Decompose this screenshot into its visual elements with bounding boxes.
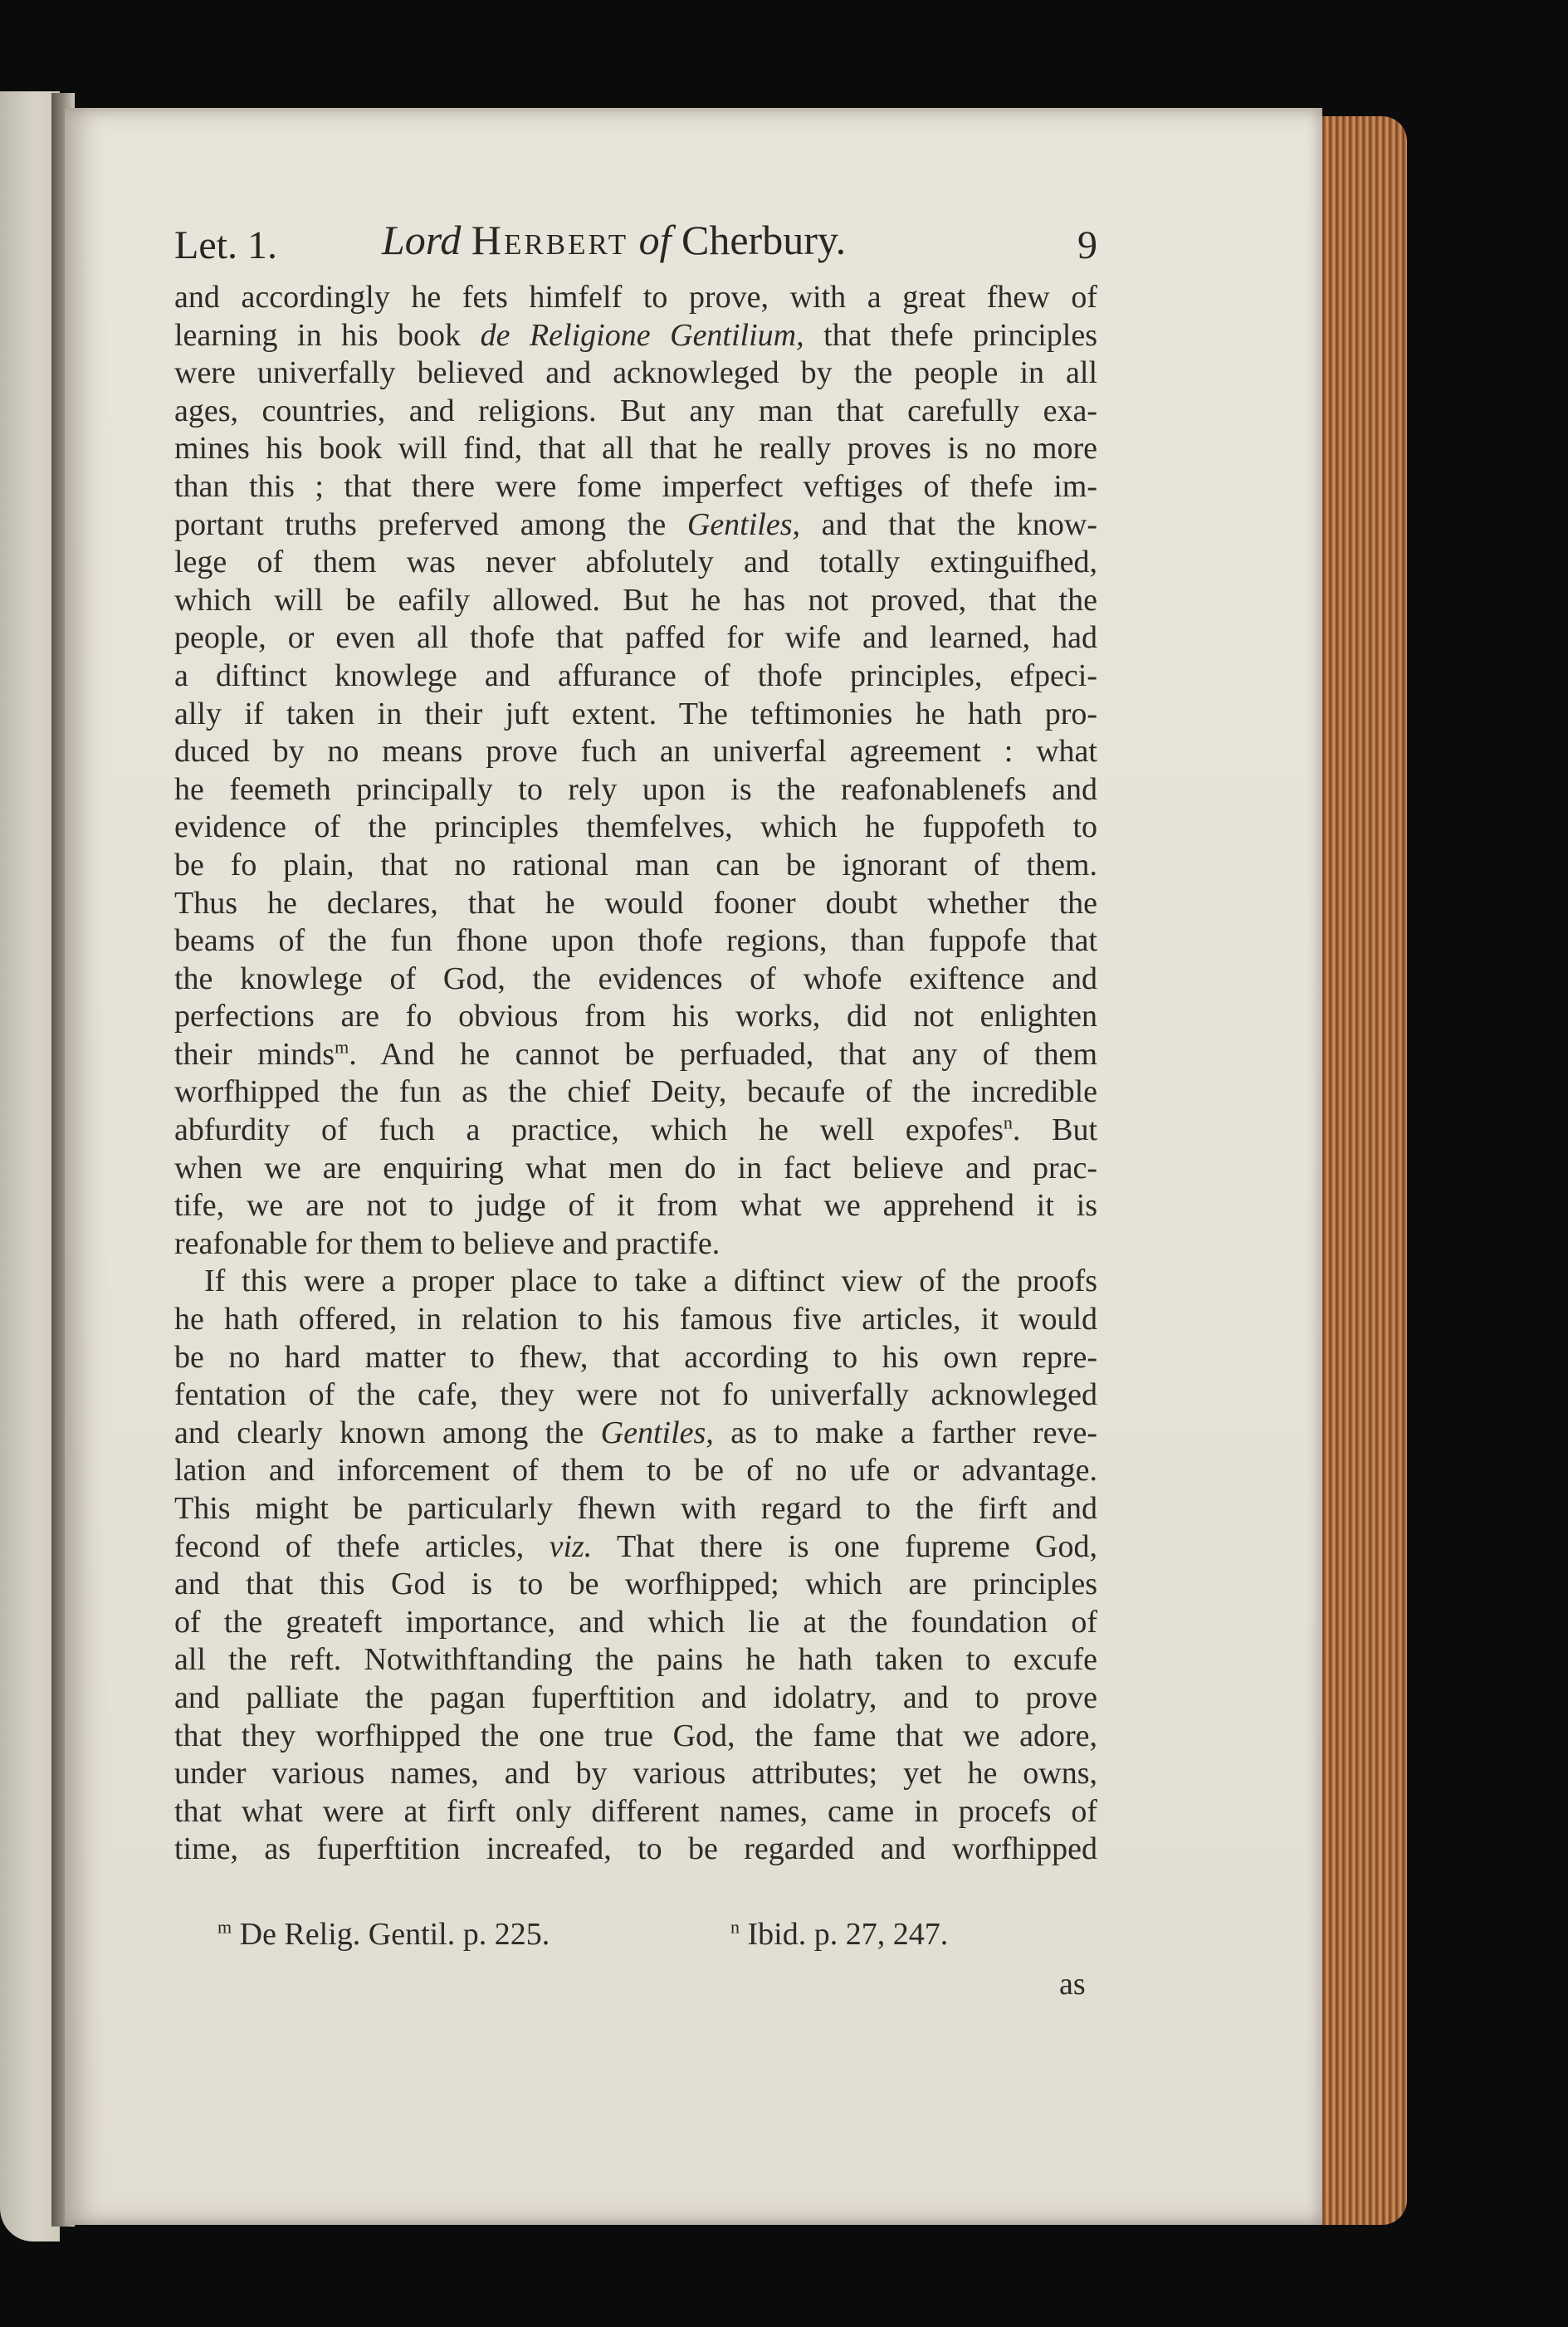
- text-line: were univerfally believed and acknowleged by the people in all: [174, 355, 1097, 391]
- text-line: beams of the fun fhone upon thofe regions, than fuppofe that: [174, 923, 1097, 959]
- text-line: ages, countries, and religions. But any man that carefully exa-: [174, 393, 1097, 428]
- text-line: all the reft. Notwithftanding the pains he hath taken to excufe: [174, 1642, 1097, 1678]
- text-line: lation and inforcement of them to be of no ufe or advantage.: [174, 1453, 1097, 1489]
- text-line: and clearly known among the Gentiles, as to make a farther reve-: [174, 1415, 1097, 1450]
- text-line: a diftinct knowlege and affurance of thofe principles, efpeci-: [174, 658, 1097, 693]
- text-line: This might be particularly fhewn with regard to the firft and: [174, 1491, 1097, 1526]
- text-line: which will be eafily allowed. But he has not proved, that the: [174, 582, 1097, 618]
- text-line: and accordingly he fets himfelf to prove, with a great fhew of: [174, 280, 1097, 315]
- text-line: time, as fuperftition increafed, to be regarded and worfhipped: [174, 1831, 1097, 1867]
- text-line: learning in his book de Religione Gentilium, that thefe principles: [174, 317, 1097, 353]
- body-text: [174, 279, 1097, 1869]
- footnote-ref-m: m: [335, 1036, 349, 1058]
- title-of: of: [638, 217, 672, 263]
- text-line: mines his book will find, that all that he really proves is no more: [174, 431, 1097, 467]
- title-place: Cherbury.: [681, 217, 847, 263]
- text-line: Thus he declares, that he would fooner doubt whether the: [174, 885, 1097, 921]
- text-line: that they worfhipped the one true God, the fame that we adore,: [174, 1718, 1097, 1753]
- text-line: under various names, and by various attributes; yet he owns,: [174, 1756, 1097, 1792]
- text-line: when we are enquiring what men do in fact believe and prac-: [174, 1150, 1097, 1185]
- page-number: 9: [1077, 223, 1097, 267]
- text-line: tife, we are not to judge of it from what we apprehend it is: [174, 1188, 1097, 1224]
- text-line: be fo plain, that no rational man can be ignorant of them.: [174, 847, 1097, 882]
- text-line: their minds$^m$. And he cannot be perfuaded, that any of them: [174, 1036, 1097, 1072]
- text-line: be no hard matter to fhew, that according to his own repre-: [174, 1339, 1097, 1375]
- text-line: abfurdity of fuch a practice, which he well expofes$^n$. But: [174, 1112, 1097, 1148]
- running-header: [174, 214, 1097, 274]
- running-title: [382, 216, 846, 264]
- text-line: than this ; that there were fome imperfect veftiges of thefe im-: [174, 468, 1097, 504]
- title-name: Herbert: [471, 217, 629, 263]
- text-line: lege of them was never abfolutely and totally extinguifhed,: [174, 545, 1097, 580]
- text-line: perfections are fo obvious from his works, did not enlighten: [174, 999, 1097, 1034]
- text-line: he feemeth principally to rely upon is the reafonablenefs and: [174, 771, 1097, 807]
- title-lord: Lord: [382, 217, 462, 263]
- text-line: reafonable for them to believe and practife.: [174, 1225, 720, 1261]
- footnotes: [174, 1916, 1097, 1966]
- text-line: fecond of thefe articles, viz. That there is one fupreme God,: [174, 1528, 1097, 1564]
- letter-number: Let. 1.: [174, 223, 277, 267]
- text-line: If this were a proper place to take a diftinct view of the proofs: [204, 1264, 1097, 1299]
- text-line: of the greateft importance, and which lie at the foundation of: [174, 1604, 1097, 1640]
- text-line: and that this God is to be worfhipped; which are principles: [174, 1567, 1097, 1602]
- footnote-ref-n: n: [1003, 1112, 1013, 1133]
- text-line: portant truths preferved among the Gentiles, and that the know-: [174, 506, 1097, 542]
- text-line: duced by no means prove fuch an univerfal agreement : what: [174, 734, 1097, 770]
- footnote-m: $^m$ De Relig. Gentil. p. 225.: [217, 1916, 550, 1952]
- book-title: de Religione Gentilium,: [480, 317, 804, 353]
- catchword: as: [1059, 1967, 1086, 2002]
- text-line: people, or even all thofe that paffed for wife and learned, had: [174, 620, 1097, 656]
- text-line: the knowlege of God, the evidences of whofe exiftence and: [174, 961, 1097, 996]
- text-line: fentation of the cafe, they were not fo univerfally acknowleged: [174, 1377, 1097, 1413]
- text-line: and palliate the pagan fuperftition and idolatry, and to prove: [174, 1679, 1097, 1715]
- text-line: ally if taken in their juft extent. The teftimonies he hath pro-: [174, 696, 1097, 731]
- text-line: worfhipped the fun as the chief Deity, becaufe of the incredible: [174, 1074, 1097, 1110]
- text-line: evidence of the principles themfelves, which he fuppofeth to: [174, 809, 1097, 845]
- footnote-n: $^n$ Ibid. p. 27, 247.: [730, 1916, 949, 1952]
- text-line: that what were at firft only different names, came in procefs of: [174, 1793, 1097, 1829]
- text-line: he hath offered, in relation to his famous five articles, it would: [174, 1302, 1097, 1337]
